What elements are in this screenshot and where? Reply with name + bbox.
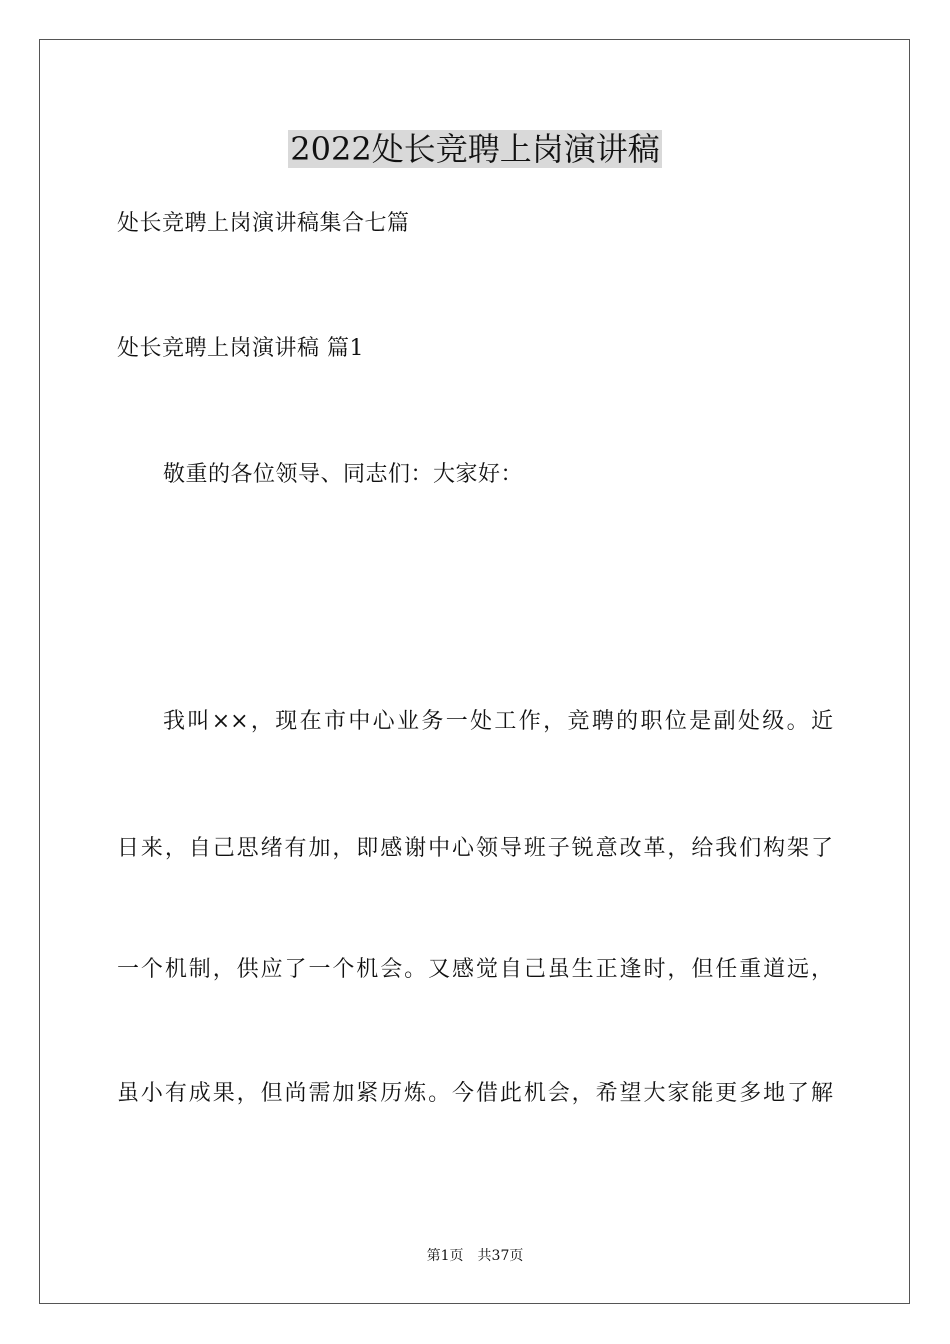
document-title bbox=[0, 126, 950, 172]
paragraph-line-2: 日来，自己思绪有加，即感谢中心领导班子锐意改革，给我们构架了 bbox=[117, 836, 833, 861]
document-subtitle: 处长竞聘上岗演讲稿集合七篇 bbox=[117, 211, 410, 236]
paragraph-line-4: 虽小有成果，但尚需加紧历炼。今借此机会，希望大家能更多地了解 bbox=[117, 1081, 833, 1106]
paragraph-line-1: 我叫××，现在市中心业务一处工作，竞聘的职位是副处级。近 bbox=[163, 709, 833, 734]
page-number-footer: 第1页 共37页 bbox=[426, 1248, 524, 1264]
section-heading: 处长竞聘上岗演讲稿 篇1 bbox=[117, 336, 364, 361]
paragraph-line-3: 一个机制，供应了一个机会。又感觉自己虽生正逢时，但任重道远， bbox=[117, 957, 833, 982]
document-title-text: 2022处长竞聘上岗演讲稿 bbox=[290, 130, 660, 168]
greeting-line: 敬重的各位领导、同志们：大家好： bbox=[163, 462, 524, 487]
